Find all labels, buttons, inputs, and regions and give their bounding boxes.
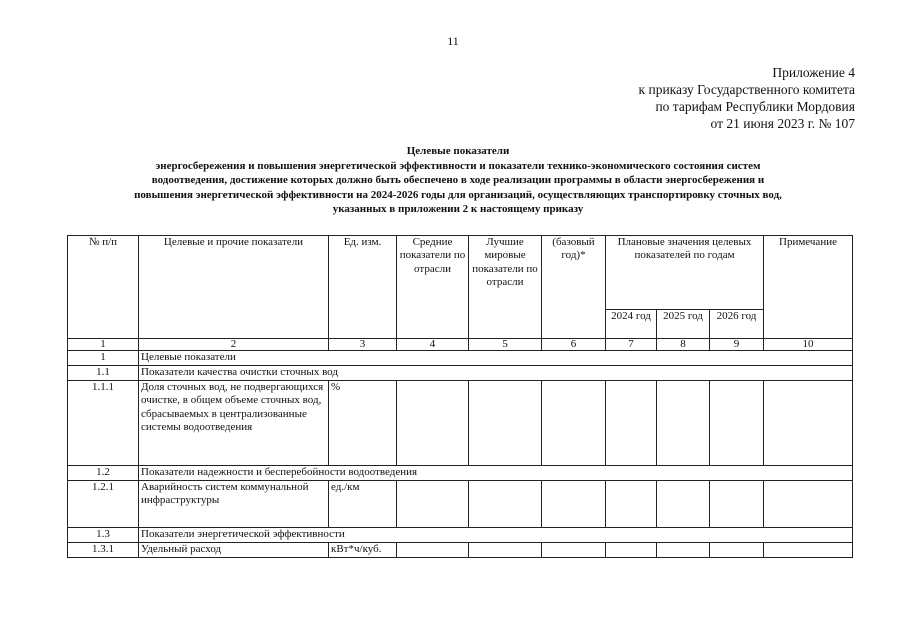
- section-title: Показатели энергетической эффективности: [139, 528, 853, 543]
- table-row: [68, 528, 853, 543]
- appendix-line: к приказу Государственного комитета: [638, 82, 855, 97]
- empty-cell: [657, 543, 710, 558]
- appendix-line: от 21 июня 2023 г. № 107: [710, 116, 855, 131]
- appendix-reference: [639, 64, 855, 132]
- empty-cell: [657, 481, 710, 528]
- row-number: 1: [68, 351, 139, 366]
- header-year-2026: 2026 год: [710, 310, 764, 339]
- page-number: 11: [447, 34, 459, 48]
- column-number: 1: [68, 339, 139, 351]
- document-title: [60, 144, 856, 217]
- row-number: 1.2: [68, 466, 139, 481]
- section-title: Целевые показатели: [139, 351, 853, 366]
- indicators-table: [67, 235, 853, 558]
- header-year-2024: 2024 год: [606, 310, 657, 339]
- table-row: [68, 466, 853, 481]
- column-number: 6: [542, 339, 606, 351]
- header-best: Лучшие мировые показатели по отрасли: [469, 236, 542, 339]
- column-number: 5: [469, 339, 542, 351]
- empty-cell: [764, 543, 853, 558]
- column-number: 2: [139, 339, 329, 351]
- column-number: 8: [657, 339, 710, 351]
- column-number: 3: [329, 339, 397, 351]
- empty-cell: [469, 543, 542, 558]
- row-number: 1.3.1: [68, 543, 139, 558]
- indicator-name: Удельный расход: [139, 543, 329, 558]
- title-line: энергосбережения и повышения энергетической эффективности и показатели технико-экономического состояния систем: [155, 159, 761, 172]
- title-line: указанных в приложении 2 к настоящему приказу: [332, 203, 584, 216]
- empty-cell: [397, 543, 469, 558]
- empty-cell: [542, 481, 606, 528]
- empty-cell: [606, 481, 657, 528]
- empty-cell: [764, 481, 853, 528]
- title-line: повышения энергетической эффективности на 2024-2026 годы для организаций, осуществляющих транспортировку сточных вод,: [134, 188, 782, 201]
- indicator-unit: кВт*ч/куб.: [329, 543, 397, 558]
- title-line: водоотведения, достижение которых должно быть обеспечено в ходе реализации программы в области энергосбережения и: [151, 174, 765, 187]
- appendix-line: по тарифам Республики Мордовия: [655, 99, 855, 114]
- empty-cell: [606, 543, 657, 558]
- column-number: 4: [397, 339, 469, 351]
- header-base-year: (базовый год)*: [542, 236, 606, 339]
- appendix-line: Приложение 4: [772, 65, 855, 80]
- indicator-name: Аварийность систем коммунальной инфраструктуры: [139, 481, 329, 528]
- header-indicators: Целевые и прочие показатели: [139, 236, 329, 339]
- header-year-2025: 2025 год: [657, 310, 710, 339]
- header-note: Примечание: [764, 236, 853, 339]
- empty-cell: [764, 381, 853, 466]
- column-number: 9: [710, 339, 764, 351]
- row-number: 1.1: [68, 366, 139, 381]
- row-number: 1.3: [68, 528, 139, 543]
- header-num: № п/п: [68, 236, 139, 339]
- section-title: Показатели надежности и бесперебойности водоотведения: [139, 466, 853, 481]
- empty-cell: [542, 381, 606, 466]
- header-average: Средние показатели по отрасли: [397, 236, 469, 339]
- empty-cell: [469, 481, 542, 528]
- table-row: [68, 543, 853, 558]
- indicator-unit: ед./км: [329, 481, 397, 528]
- row-number: 1.2.1: [68, 481, 139, 528]
- empty-cell: [469, 381, 542, 466]
- table-row: [68, 481, 853, 528]
- indicator-unit: %: [329, 381, 397, 466]
- title-line: Целевые показатели: [406, 145, 510, 157]
- empty-cell: [542, 543, 606, 558]
- section-title: Показатели качества очистки сточных вод: [139, 366, 853, 381]
- empty-cell: [710, 381, 764, 466]
- empty-cell: [657, 381, 710, 466]
- empty-cell: [710, 481, 764, 528]
- empty-cell: [606, 381, 657, 466]
- empty-cell: [397, 381, 469, 466]
- table-row: [68, 366, 853, 381]
- column-number: 7: [606, 339, 657, 351]
- indicator-name: Доля сточных вод, не подвергающихся очистке, в общем объеме сточных вод, сбрасываемых в централизованные системы водоотведения: [139, 381, 329, 466]
- header-unit: Ед. изм.: [329, 236, 397, 339]
- table-row: [68, 381, 853, 466]
- empty-cell: [710, 543, 764, 558]
- header-plan: Плановые значения целевых показателей по годам: [606, 236, 764, 310]
- column-number: 10: [764, 339, 853, 351]
- empty-cell: [397, 481, 469, 528]
- row-number: 1.1.1: [68, 381, 139, 466]
- table-row: [68, 351, 853, 366]
- column-numbers-row: [68, 339, 853, 351]
